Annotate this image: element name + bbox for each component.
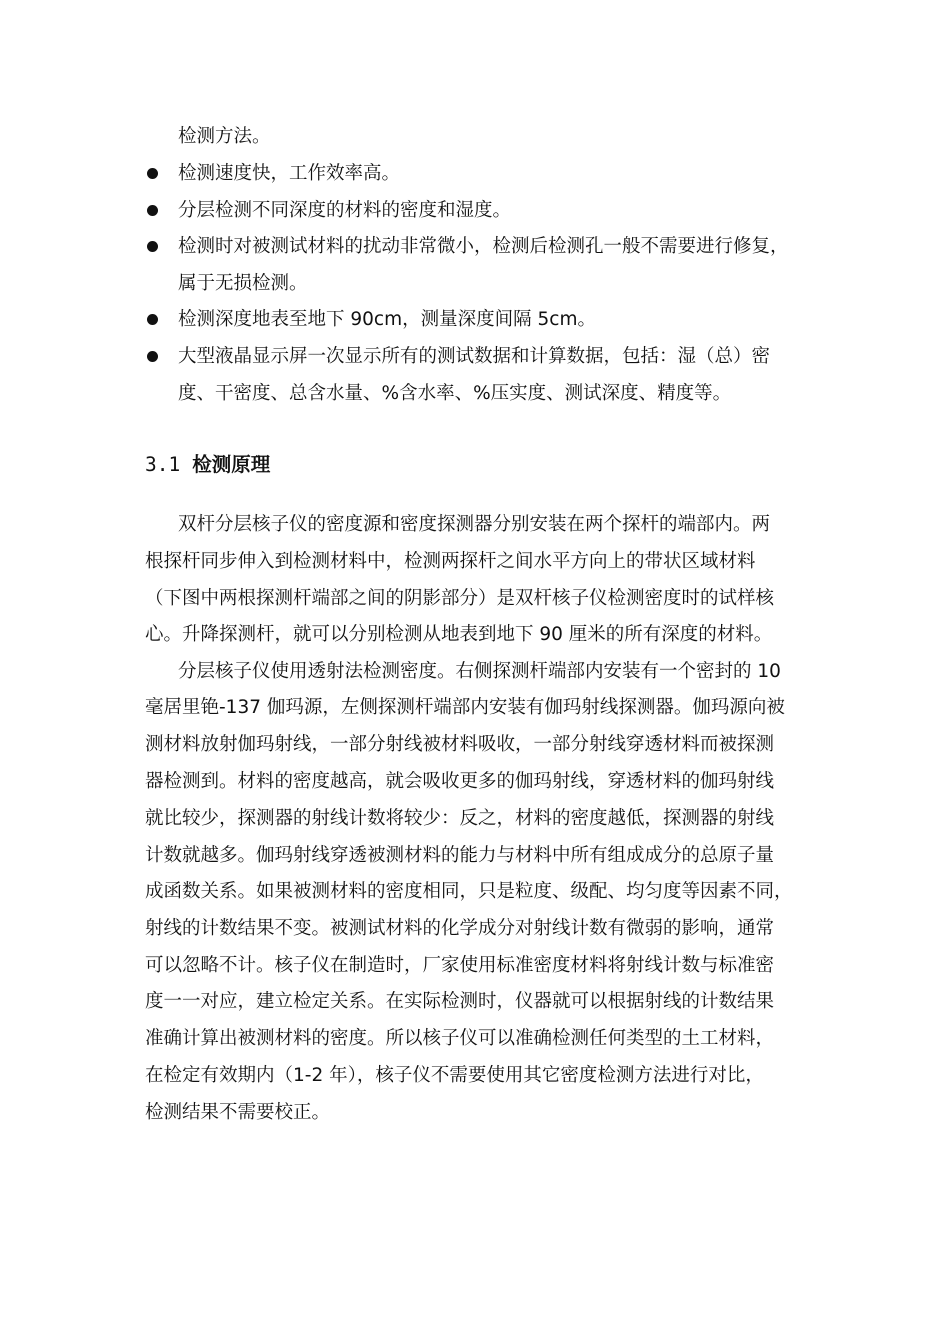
paragraph-line: 根探杆同步伸入到检测材料中，检测两探杆之间水平方向上的带状区域材料 (145, 551, 756, 572)
bullet-dot-icon (147, 314, 158, 325)
intro-continuation: 检测方法。 (178, 126, 271, 147)
paragraph-line: 射线的计数结果不变。被测试材料的化学成分对射线计数有微弱的影响，通常 (145, 918, 775, 939)
paragraph-line: 器检测到。材料的密度越高，就会吸收更多的伽玛射线，穿透材料的伽玛射线 (145, 771, 775, 792)
bullet-text: 检测速度快，工作效率高。 (178, 163, 401, 184)
bullet-text: 分层检测不同深度的材料的密度和湿度。 (178, 200, 512, 221)
paragraph-line: 分层核子仪使用透射法检测密度。右侧探测杆端部内安装有一个密封的 10 (178, 661, 781, 682)
section-heading (145, 452, 270, 478)
bullet-dot-icon (147, 205, 158, 216)
paragraph-line: 度一一对应，建立检定关系。在实际检测时，仪器就可以根据射线的计数结果 (145, 991, 775, 1012)
paragraph-line: 计数就越多。伽玛射线穿透被测材料的能力与材料中所有组成成分的总原子量 (145, 845, 775, 866)
paragraph-line: 就比较少，探测器的射线计数将较少：反之，材料的密度越低，探测器的射线 (145, 808, 775, 829)
bullet-text: 大型液晶显示屏一次显示所有的测试数据和计算数据，包括：湿（总）密 (178, 346, 771, 367)
bullet-dot-icon (147, 351, 158, 362)
bullet-dot-icon (147, 168, 158, 179)
bullet-text: 属于无损检测。 (178, 273, 308, 294)
bullet-text: 检测深度地表至地下 90cm，测量深度间隔 5cm。 (178, 309, 596, 330)
paragraph-line: 毫居里铯-137 伽玛源，左侧探测杆端部内安装有伽玛射线探测器。伽玛源向被 (145, 697, 785, 718)
paragraph-line: 心。升降探测杆，就可以分别检测从地表到地下 90 厘米的所有深度的材料。 (145, 624, 773, 645)
paragraph-line: 在检定有效期内（1-2 年），核子仪不需要使用其它密度检测方法进行对比， (145, 1065, 764, 1086)
bullet-text: 度、干密度、总含水量、%含水率、%压实度、测试深度、精度等。 (178, 383, 732, 404)
paragraph-line: （下图中两根探测杆端部之间的阴影部分）是双杆核子仪检测密度时的试样核 (145, 588, 775, 609)
paragraph-line: 测材料放射伽玛射线，一部分射线被材料吸收，一部分射线穿透材料而被探测 (145, 734, 775, 755)
paragraph-line: 成函数关系。如果被测材料的密度相同，只是粒度、级配、均匀度等因素不同， (145, 881, 793, 902)
section-title: 检测原理 (192, 453, 271, 476)
paragraph-line: 双杆分层核子仪的密度源和密度探测器分别安装在两个探杆的端部内。两 (178, 514, 771, 535)
bullet-text: 检测时对被测试材料的扰动非常微小，检测后检测孔一般不需要进行修复， (178, 236, 789, 257)
paragraph-line: 准确计算出被测材料的密度。所以核子仪可以准确检测任何类型的土工材料， (145, 1028, 775, 1049)
paragraph-line: 可以忽略不计。核子仪在制造时，厂家使用标准密度材料将射线计数与标准密 (145, 955, 775, 976)
section-number: 3.1 (145, 453, 181, 476)
paragraph-line: 检测结果不需要校正。 (145, 1102, 331, 1123)
bullet-dot-icon (147, 241, 158, 252)
